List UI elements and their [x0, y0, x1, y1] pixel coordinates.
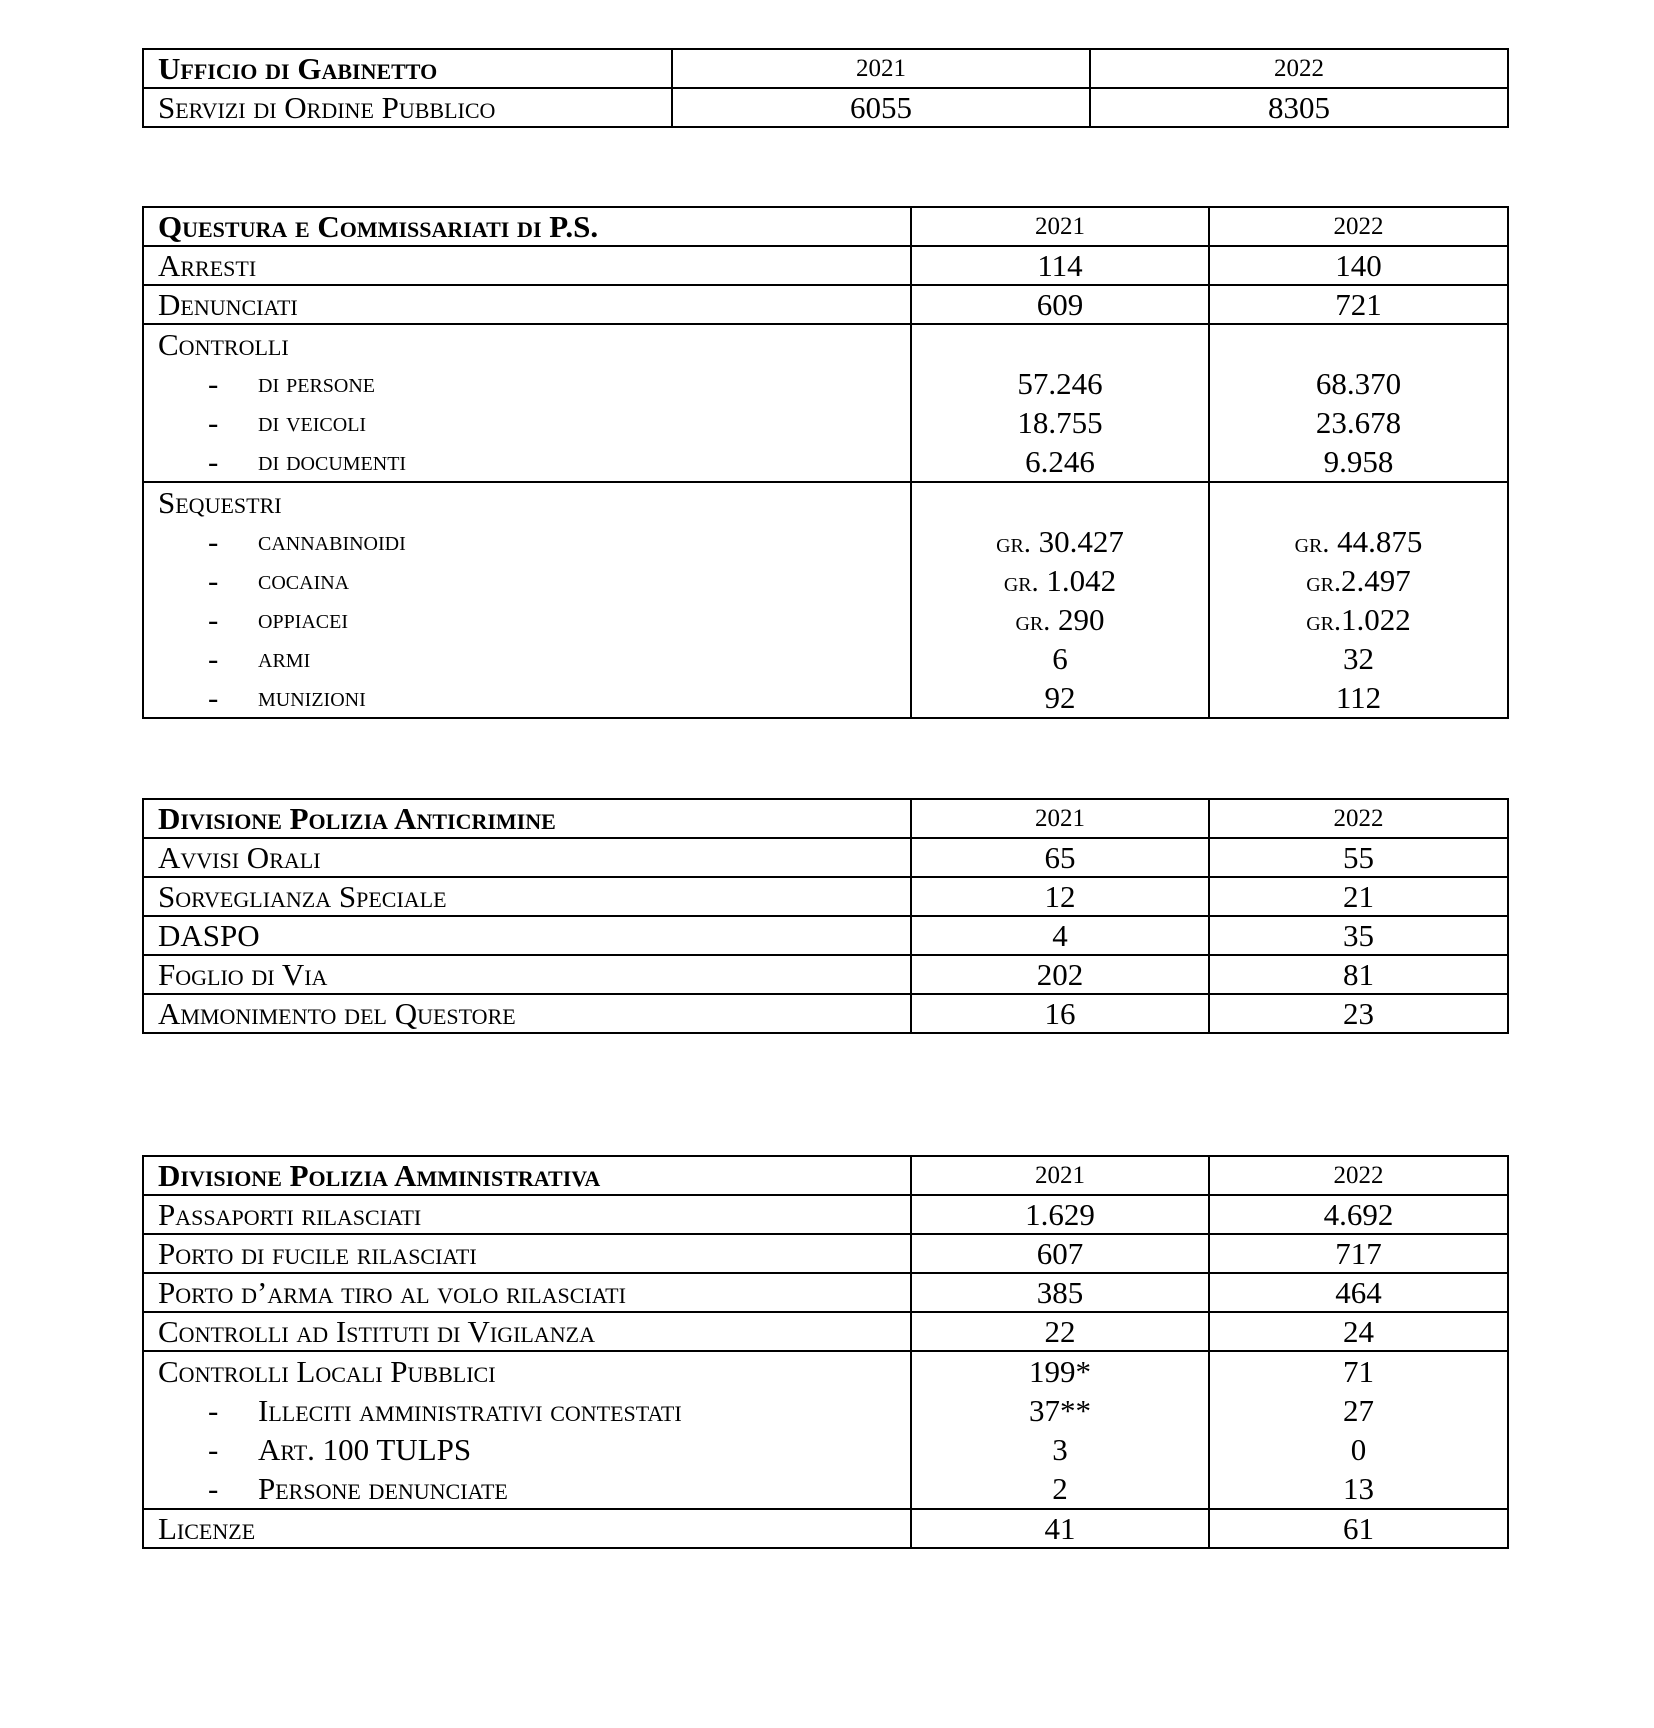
dash-bullet: - — [208, 1471, 219, 1506]
value-2022: 0 — [1350, 1432, 1367, 1467]
table-row-denunciati — [143, 285, 1508, 324]
value-2021: 16 — [911, 994, 1209, 1033]
sub-item — [158, 639, 896, 678]
value-2022: 13 — [1343, 1471, 1374, 1506]
table-row — [143, 916, 1508, 955]
sub-item — [158, 403, 896, 442]
value-2021: 2 — [1052, 1471, 1068, 1506]
dash-bullet: - — [208, 680, 219, 715]
group-label: Sequestri — [158, 485, 282, 520]
value-2022: 35 — [1209, 916, 1508, 955]
sub-item — [158, 1430, 896, 1469]
value-number: 2.497 — [1341, 563, 1411, 598]
row-label: Passaporti rilasciati — [143, 1195, 911, 1234]
value-2021 — [926, 561, 1194, 600]
table-questura — [142, 206, 1509, 719]
table-header-row — [143, 799, 1508, 838]
row-group-controlli-locali — [143, 1351, 911, 1509]
value-2021: 6.246 — [1025, 444, 1095, 479]
value-2022: 68.370 — [1315, 366, 1402, 401]
table-title: Ufficio di Gabinetto — [143, 49, 672, 88]
year-header-2021: 2021 — [911, 799, 1209, 838]
value-2021: 1.629 — [911, 1195, 1209, 1234]
value-2021 — [926, 600, 1194, 639]
sub-item-label: armi — [258, 643, 311, 674]
year-header-2022: 2022 — [1209, 207, 1508, 246]
table-row — [143, 877, 1508, 916]
sub-item — [158, 561, 896, 600]
sub-item-label: di veicoli — [258, 407, 367, 438]
sub-item-label: Persone denunciate — [258, 1471, 508, 1506]
sub-item — [158, 522, 896, 561]
value-2022: 717 — [1209, 1234, 1508, 1273]
table-ufficio-gabinetto — [142, 48, 1509, 128]
row-label: Arresti — [143, 246, 911, 285]
value-2022: 27 — [1343, 1393, 1374, 1428]
table-row — [143, 88, 1508, 127]
value-2021: 114 — [911, 246, 1209, 285]
unit-label: gr. — [1015, 606, 1051, 637]
sub-item-label: oppiacei — [258, 604, 349, 635]
value-2022: 32 — [1343, 641, 1374, 676]
value-2022: 24 — [1209, 1312, 1508, 1351]
group-label: Controlli — [158, 327, 289, 362]
row-label: Controlli ad Istituti di Vigilanza — [143, 1312, 911, 1351]
row-label: Denunciati — [143, 285, 911, 324]
unit-label: gr. — [996, 528, 1031, 559]
sub-item-label: Illeciti amministrativi contestati — [258, 1393, 682, 1428]
row-label: Avvisi Orali — [143, 838, 911, 877]
value-2022: 8305 — [1090, 88, 1508, 127]
row-label: DASPO — [143, 916, 911, 955]
value-2022: 9.958 — [1323, 444, 1394, 479]
row-label: Foglio di Via — [143, 955, 911, 994]
value-2022: 61 — [1209, 1509, 1508, 1548]
table-title: Questura e Commissariati di P.S. — [143, 207, 911, 246]
row-label: Ammonimento del Questore — [143, 994, 911, 1033]
dash-bullet: - — [208, 1432, 219, 1467]
unit-label: gr. — [1003, 567, 1039, 598]
value-2022 — [1224, 522, 1493, 561]
table-row-licenze — [143, 1509, 1508, 1548]
value-2021: 18.755 — [1017, 405, 1103, 440]
value-2022: 140 — [1209, 246, 1508, 285]
dash-bullet: - — [208, 366, 219, 401]
value-2022: 464 — [1209, 1273, 1508, 1312]
row-label: Licenze — [143, 1509, 911, 1548]
table-header-row — [143, 207, 1508, 246]
table-row-controlli — [143, 324, 1508, 482]
table-row-arresti — [143, 246, 1508, 285]
values-2021 — [911, 1351, 1209, 1509]
year-header-2021: 2021 — [911, 1156, 1209, 1195]
value-2021: 607 — [911, 1234, 1209, 1273]
year-header-2022: 2022 — [1209, 799, 1508, 838]
dash-bullet: - — [208, 563, 219, 598]
value-2022: 55 — [1209, 838, 1508, 877]
row-group-sequestri — [143, 482, 911, 718]
dash-bullet: - — [208, 602, 219, 637]
value-2021: 202 — [911, 955, 1209, 994]
table-row — [143, 955, 1508, 994]
value-2021: 6 — [1052, 641, 1068, 676]
table-header-row — [143, 49, 1508, 88]
sub-item-label: cannabinoidi — [258, 526, 406, 557]
table-row-controlli-locali — [143, 1351, 1508, 1509]
group-label: Controlli Locali Pubblici — [158, 1354, 496, 1389]
sub-item-label: Art. 100 TULPS — [258, 1432, 472, 1467]
table-row — [143, 1234, 1508, 1273]
value-2021 — [926, 522, 1194, 561]
value-number: 1.022 — [1341, 602, 1411, 637]
value-2022 — [1224, 561, 1493, 600]
table-anticrimine — [142, 798, 1509, 1034]
values-2022 — [1209, 482, 1508, 718]
table-header-row — [143, 1156, 1508, 1195]
year-header-2021: 2021 — [911, 207, 1209, 246]
value-number: 30.427 — [1030, 524, 1124, 559]
value-2021: 57.246 — [1017, 366, 1103, 401]
table-row — [143, 994, 1508, 1033]
value-2021: 199* — [1029, 1354, 1091, 1389]
table-title: Divisione Polizia Anticrimine — [143, 799, 911, 838]
dash-bullet: - — [208, 1393, 219, 1428]
sub-item — [158, 364, 896, 403]
sub-item — [158, 1391, 896, 1430]
sub-item — [158, 1469, 896, 1508]
sub-item-label: munizioni — [258, 682, 366, 713]
row-group-controlli — [143, 324, 911, 482]
value-2021: 37** — [1029, 1393, 1091, 1428]
value-2021: 609 — [911, 285, 1209, 324]
value-2022: 23.678 — [1315, 405, 1402, 440]
sub-item-label: cocaina — [258, 565, 350, 596]
value-2021: 65 — [911, 838, 1209, 877]
unit-label: gr. — [1306, 606, 1342, 637]
value-2022: 23 — [1209, 994, 1508, 1033]
sub-item-label: di persone — [258, 368, 376, 399]
value-number: 1.042 — [1038, 563, 1117, 598]
value-2022: 81 — [1209, 955, 1508, 994]
row-label: Sorveglianza Speciale — [143, 877, 911, 916]
sub-item-label: di documenti — [258, 446, 407, 477]
year-header-2021: 2021 — [672, 49, 1090, 88]
value-number: 290 — [1050, 602, 1105, 637]
value-2021: 92 — [1044, 680, 1076, 715]
values-2021 — [911, 482, 1209, 718]
table-row — [143, 838, 1508, 877]
dash-bullet: - — [208, 444, 219, 479]
dash-bullet: - — [208, 524, 219, 559]
value-2021: 385 — [911, 1273, 1209, 1312]
unit-label: gr. — [1306, 567, 1342, 598]
values-2022 — [1209, 1351, 1508, 1509]
dash-bullet: - — [208, 641, 219, 676]
value-2021: 22 — [911, 1312, 1209, 1351]
values-2022 — [1209, 324, 1508, 482]
sub-item — [158, 442, 896, 481]
value-2022 — [1224, 600, 1493, 639]
unit-label: gr. — [1294, 528, 1330, 559]
value-2022: 21 — [1209, 877, 1508, 916]
row-label: Porto d’arma tiro al volo rilasciati — [143, 1273, 911, 1312]
value-2022: 721 — [1209, 285, 1508, 324]
row-label: Servizi di Ordine Pubblico — [143, 88, 672, 127]
year-header-2022: 2022 — [1090, 49, 1508, 88]
table-row — [143, 1273, 1508, 1312]
sub-item — [158, 600, 896, 639]
table-amministrativa — [142, 1155, 1509, 1549]
row-label: Porto di fucile rilasciati — [143, 1234, 911, 1273]
year-header-2022: 2022 — [1209, 1156, 1508, 1195]
sub-item — [158, 678, 896, 717]
values-2021 — [911, 324, 1209, 482]
table-row — [143, 1312, 1508, 1351]
value-2021: 6055 — [672, 88, 1090, 127]
value-2021: 12 — [911, 877, 1209, 916]
value-number: 44.875 — [1329, 524, 1423, 559]
value-2021: 4 — [911, 916, 1209, 955]
value-2022: 112 — [1335, 680, 1382, 715]
table-row — [143, 1195, 1508, 1234]
dash-bullet: - — [208, 405, 219, 440]
value-2021: 41 — [911, 1509, 1209, 1548]
table-title: Divisione Polizia Amministrativa — [143, 1156, 911, 1195]
value-2022: 4.692 — [1209, 1195, 1508, 1234]
table-row-sequestri — [143, 482, 1508, 718]
value-2022: 71 — [1343, 1354, 1374, 1389]
value-2021: 3 — [1052, 1432, 1068, 1467]
